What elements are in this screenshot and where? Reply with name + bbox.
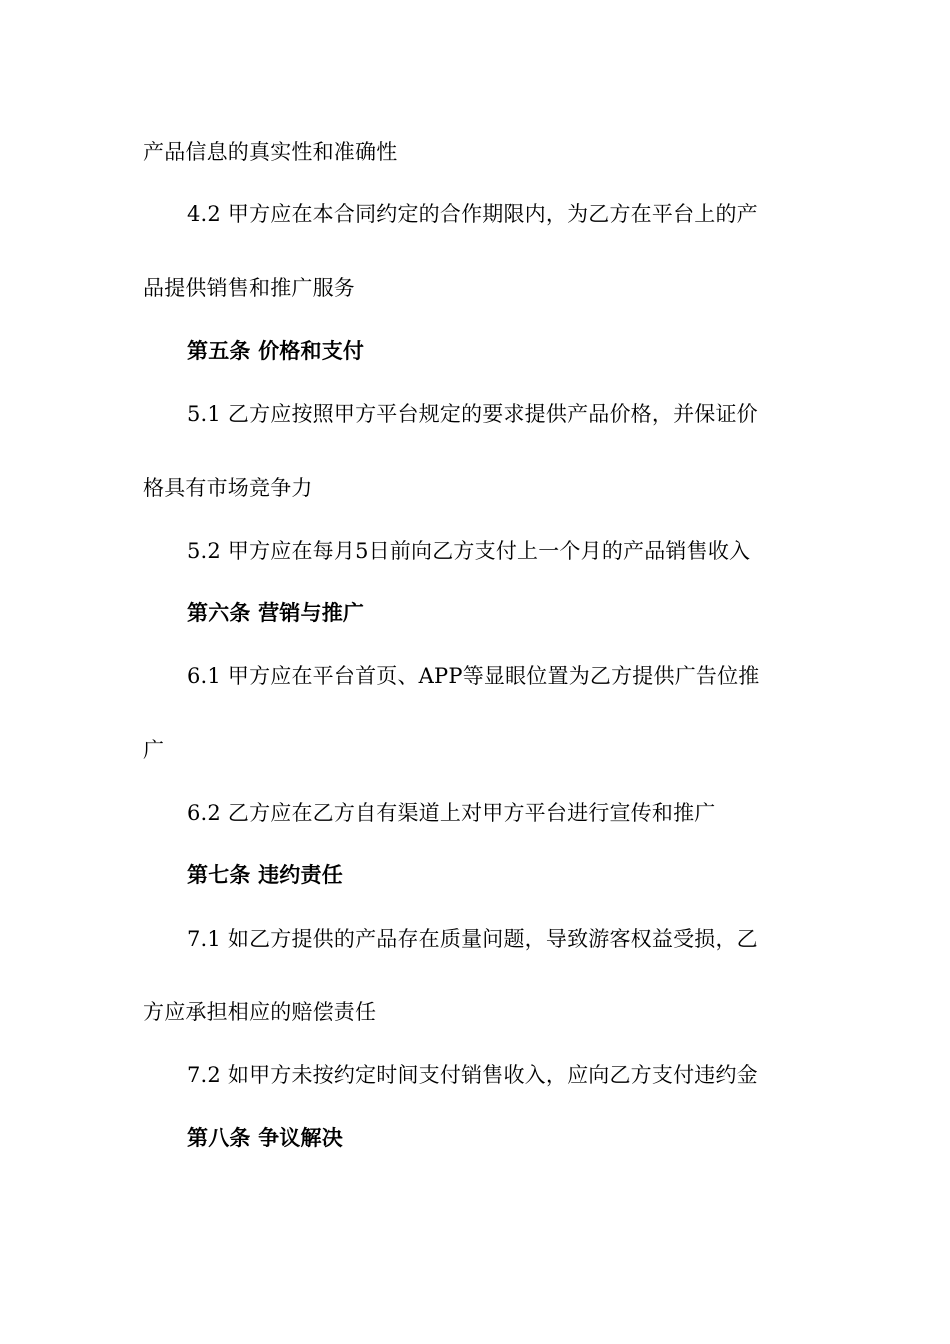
clause-6-2: 6.2 乙方应在乙方自有渠道上对甲方平台进行宣传和推广 (187, 801, 716, 825)
article-6-heading: 第六条 营销与推广 (187, 601, 365, 625)
paragraph-line: 产品信息的真实性和准确性 (143, 140, 398, 164)
clause-7-2: 7.2 如甲方未按约定时间支付销售收入，应向乙方支付违约金 (187, 1063, 758, 1087)
article-5-heading: 第五条 价格和支付 (187, 339, 365, 363)
paragraph-line: 广 (143, 738, 165, 762)
clause-5-2: 5.2 甲方应在每月5日前向乙方支付上一个月的产品销售收入 (187, 539, 751, 563)
paragraph-line: 格具有市场竞争力 (143, 476, 313, 500)
article-7-heading: 第七条 违约责任 (187, 863, 343, 887)
clause-4-2: 4.2 甲方应在本合同约定的合作期限内，为乙方在平台上的产 (187, 202, 758, 226)
paragraph-line: 方应承担相应的赔偿责任 (143, 1000, 377, 1024)
clause-6-1: 6.1 甲方应在平台首页、APP等显眼位置为乙方提供广告位推 (187, 664, 760, 688)
clause-7-1: 7.1 如乙方提供的产品存在质量问题，导致游客权益受损，乙 (187, 927, 758, 951)
clause-5-1: 5.1 乙方应按照甲方平台规定的要求提供产品价格，并保证价 (187, 402, 758, 426)
paragraph-line: 品提供销售和推广服务 (143, 276, 355, 300)
article-8-heading: 第八条 争议解决 (187, 1126, 343, 1150)
